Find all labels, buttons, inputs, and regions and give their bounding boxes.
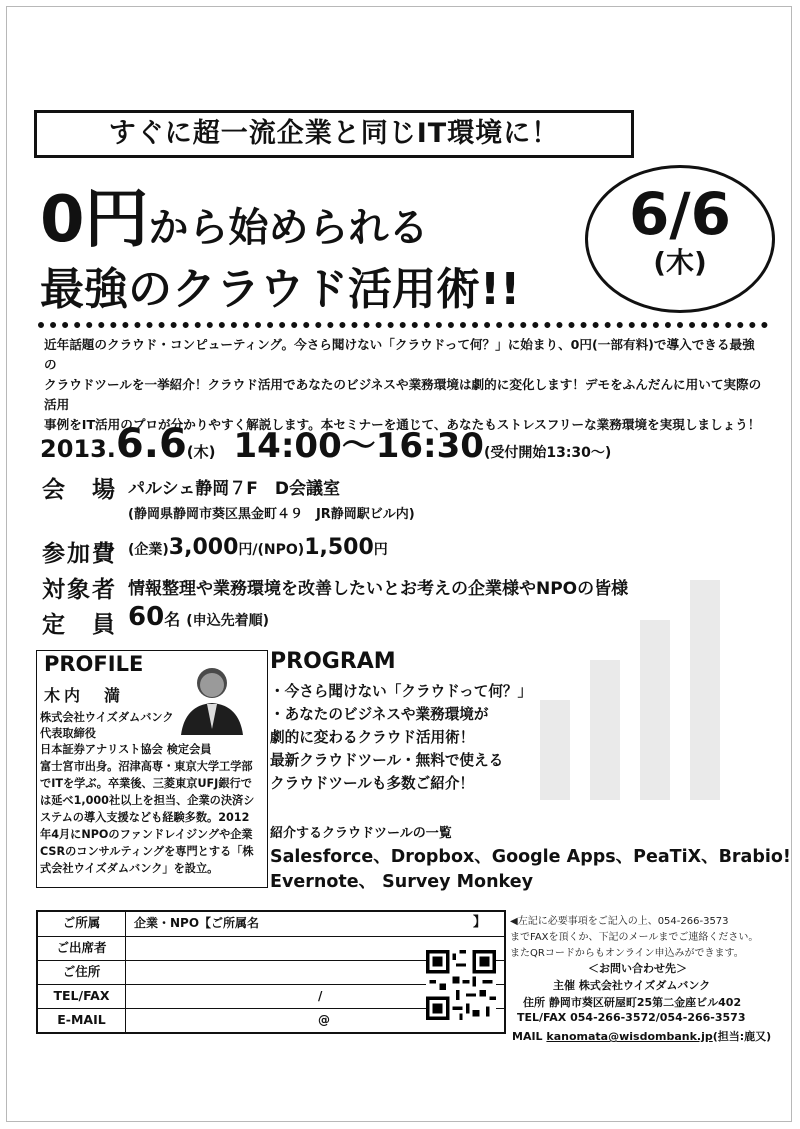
form-row-affiliation (38, 912, 504, 936)
target-value: 情報整理や業務環境を改善したいとお考えの企業様やNPOの皆様 (128, 579, 629, 599)
attendee-label: ご出席者 (38, 937, 126, 960)
profile-title: PROFILE (44, 652, 144, 676)
capacity-value (128, 602, 269, 632)
event-weekday: (木) (186, 443, 216, 461)
date-badge (585, 165, 775, 313)
tools-list-line: Salesforce、Dropbox、Google Apps、PeaTiX、Brabio! (270, 847, 791, 867)
capacity-unit: 名 (164, 610, 181, 629)
tools-heading: 紹介するクラウドツールの一覧 (270, 826, 452, 841)
intro-line: クラウドツールを一挙紹介！クラウド活用であなたのビジネスや業務環境は劇的に変化します！デモをふんだんに用いて実際の活用 (44, 377, 762, 412)
fee-corp: 3,000 (168, 535, 239, 560)
contact-note-2: までFAXを頂くか、下記のメールまでご連絡ください。 (510, 932, 759, 943)
affiliation-label: ご所属 (38, 912, 126, 936)
profile-line: 代表取締役 (40, 727, 96, 740)
organizer-mail (512, 1028, 771, 1044)
fee-unit: 円/ (238, 542, 258, 558)
headline-line-2: 最強のクラウド活用術!! (40, 264, 521, 315)
fee-value (128, 535, 388, 560)
venue-value: パルシェ静岡７F D会議室 (128, 479, 340, 499)
organizer: 主催 株式会社ウイズダムバンク (553, 979, 711, 992)
qr-code-icon[interactable] (426, 950, 496, 1020)
profile-line: 式会社ウイズダムバンク」を設立。 (40, 862, 219, 875)
inquiry-heading: ＜お問い合わせ先＞ (588, 962, 687, 975)
event-time: 14:00〜16:30 (233, 426, 484, 466)
fee-label: 参加費 (42, 541, 117, 567)
program-line: ・今さら聞けない「クラウドって何？」 (270, 683, 533, 700)
mail-address-link[interactable]: kanomata@wisdombank.jp (546, 1030, 713, 1043)
date-badge-month-day: 6/6 (629, 180, 731, 248)
intro-line: 近年話題のクラウド・コンピューティング。今さら聞けない「クラウドって何？」に始まり、0円(一部有料)で導入できる最強の (44, 337, 755, 372)
email-label: E-MAIL (38, 1009, 126, 1032)
email-field[interactable]: @ (318, 1013, 330, 1027)
tel-fax-field[interactable]: / (318, 989, 323, 1003)
mail-contact-person: (担当:鹿又) (712, 1030, 772, 1043)
program-line: クラウドツールも多数ご紹介！ (270, 775, 475, 792)
profile-line: ステムの導入支援なども経験多数。2012 (40, 811, 250, 824)
profile-line: CSRのコンサルティングを専門とする「株 (40, 845, 254, 858)
zero-yen-text: 0円 (40, 183, 149, 257)
affiliation-field[interactable]: 企業・NPO【ご所属名 (134, 916, 260, 930)
event-year: 2013. (40, 435, 116, 463)
capacity-number: 60 (128, 602, 165, 632)
profile-line: は延べ1,000社以上を担当、企業の決済シ (40, 794, 255, 807)
event-datetime (40, 418, 611, 467)
venue-label: 会 場 (42, 477, 117, 503)
venue-address: (静岡県静岡市葵区黒金町４９ JR静岡駅ビル内) (128, 507, 415, 522)
fee-npo: 1,500 (304, 535, 374, 560)
fee-npo-tag: (NPO) (257, 542, 305, 558)
program-line: ・あなたのビジネスや業務環境が (270, 706, 489, 723)
tel-fax-label: TEL/FAX (38, 985, 126, 1008)
mail-label: MAIL (512, 1030, 547, 1043)
affiliation-bracket: 】 (472, 915, 486, 930)
organizer-address: 住所 静岡市葵区研屋町25第二金座ビル402 (523, 996, 742, 1009)
headline-line-1 (40, 183, 429, 257)
tagline: すぐに超一流企業と同じIT環境に！ (34, 110, 634, 158)
tools-list-line: Evernote、 Survey Monkey (270, 872, 533, 892)
profile-line: 富士宮市出身。沼津高専・東京大学工学部 (40, 760, 253, 773)
profile-line: 日本証券アナリスト協会 検定会員 (40, 743, 212, 756)
program-title: PROGRAM (270, 649, 396, 674)
program-line: 劇的に変わるクラウド活用術！ (270, 729, 475, 746)
event-month-day: 6.6 (115, 421, 187, 467)
profile-line: でITを学ぶ。卒業後、三菱東京UFJ銀行で (40, 777, 252, 790)
profile-line: 株式会社ウイズダムバンク (40, 711, 174, 724)
address-label: ご住所 (38, 961, 126, 984)
program-line: 最新クラウドツール・無料で使える (270, 752, 504, 769)
profile-name: 木内 満 (44, 686, 125, 705)
contact-note-1: ◀左記に必要事項をご記入の上、054-266-3573 (510, 916, 729, 927)
target-label: 対象者 (42, 577, 117, 603)
fee-corp-tag: (企業) (128, 542, 169, 558)
profile-line: 年4月にNPOのファンドレイジングや企業 (40, 828, 253, 841)
intro-line: 事例をIT活用のプロが分かりやすく解説します。本セミナーを通じて、あなたもストレスフリーな業務環境を実現しましょう！ (44, 417, 761, 432)
fee-unit: 円 (373, 542, 388, 558)
event-reception: (受付開始13:30〜) (483, 445, 612, 461)
dotted-divider (38, 322, 768, 328)
date-badge-weekday: (木) (653, 246, 707, 279)
capacity-label: 定 員 (42, 612, 117, 638)
organizer-tel-fax: TEL/FAX 054-266-3572/054-266-3573 (517, 1011, 746, 1024)
contact-note-3: またQRコードからもオンライン申込みができます。 (510, 948, 744, 959)
person-photo-icon (175, 657, 247, 735)
capacity-note: (申込先着順) (186, 613, 269, 629)
headline-line-1-rest: から始められる (148, 205, 429, 251)
